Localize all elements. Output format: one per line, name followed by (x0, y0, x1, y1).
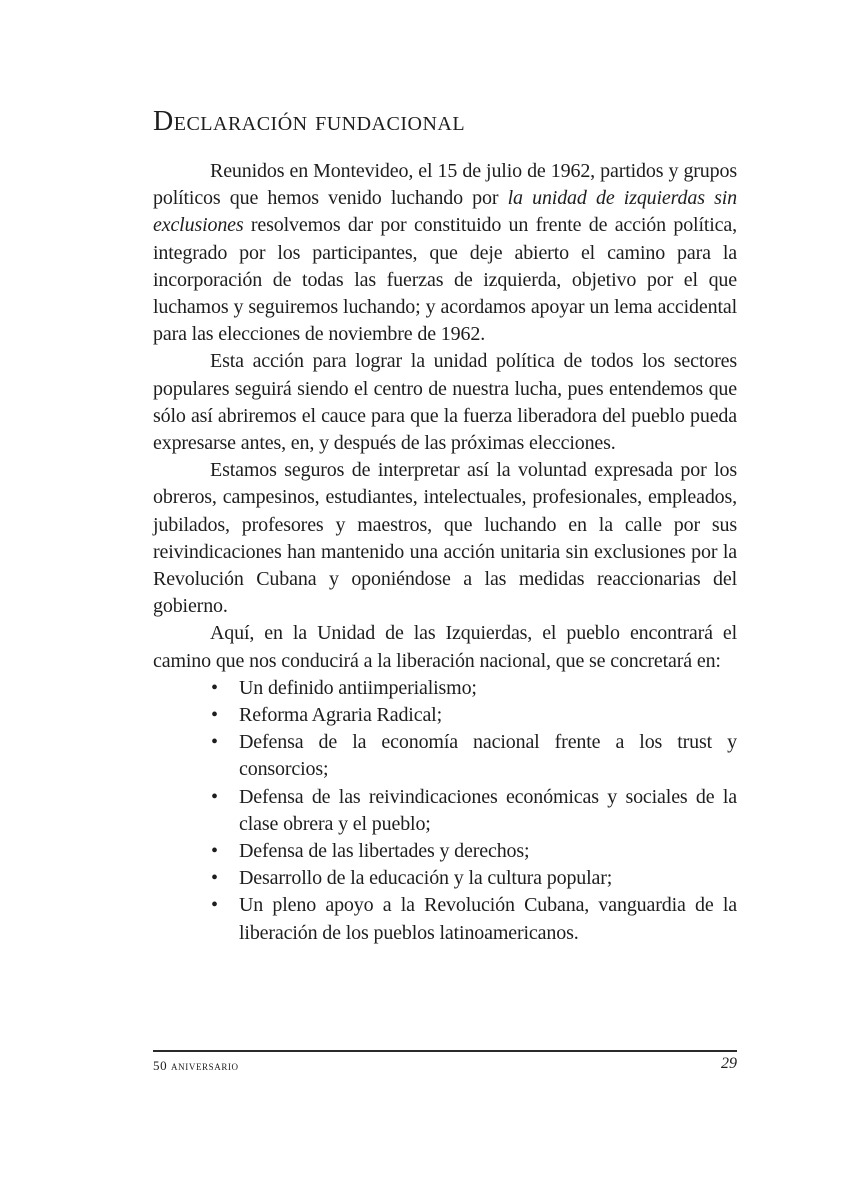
paragraph-3: Estamos seguros de interpretar así la voluntad expresada por los obreros, campesinos, estudiantes, intelectuales, profesionales, empleados, jubilados, profesores y maestros, que luchando en la calle por sus reivindicaciones han mantenido una acción unitaria sin exclusiones por la Revolución Cubana y oponiéndose a las medidas reaccionarias del gobierno. (153, 459, 737, 618)
declaration-body (153, 158, 737, 947)
list-item (211, 729, 737, 783)
list-item-text: Desarrollo de la educación y la cultura popular; (239, 867, 613, 890)
footer-section-title: 50 aniversario (153, 1058, 239, 1073)
bullet-icon: • (211, 894, 218, 917)
paragraph-1-text-cont: resolvemos dar por constituido un frente de acción política, integrado por los participantes, que deje abierto el camino para la incorporación de todas las fuerzas de izquierda, objetivo por el que luchamos y seguiremos luchando; y acordamos apoyar un lema accidental para las elecciones de noviembre de 1962. (153, 214, 737, 346)
paragraph-4: Aquí, en la Unidad de las Izquierdas, el pueblo encontrará el camino que nos conducirá a la liberación nacional, que se concretará en: (153, 622, 737, 672)
bullet-icon: • (211, 840, 218, 863)
bullet-icon: • (211, 676, 218, 699)
paragraph-1-italic-phrase: la unidad de izquierdas sin exclusiones (153, 187, 737, 237)
list-item-text: Reforma Agraria Radical; (239, 704, 442, 727)
paragraph-1 (153, 158, 737, 348)
list-item (211, 865, 737, 892)
program-list (153, 675, 737, 947)
bullet-icon: • (211, 785, 218, 808)
bullet-icon: • (211, 867, 218, 890)
list-item-text: Defensa de las libertades y derechos; (239, 840, 530, 863)
list-item (211, 675, 737, 702)
bullet-icon: • (211, 731, 218, 754)
list-item-text: Defensa de la economía nacional frente a los trust y consorcios; (239, 731, 737, 781)
page-title: Declaración fundacional (153, 106, 466, 137)
list-item (211, 702, 737, 729)
footer-divider (153, 1050, 737, 1052)
list-item-text: Un pleno apoyo a la Revolución Cubana, vanguardia de la liberación de los pueblos latinoamericanos. (239, 894, 737, 944)
list-item (211, 784, 737, 838)
list-item-text: Defensa de las reivindicaciones económicas y sociales de la clase obrera y el pueblo; (239, 785, 737, 835)
paragraph-1-text: Reunidos en Montevideo, el 15 de julio de 1962, partidos y grupos políticos que hemos venido luchando por (153, 160, 737, 210)
list-item (211, 838, 737, 865)
paragraph-2: Esta acción para lograr la unidad política de todos los sectores populares seguirá siendo el centro de nuestra lucha, pues entendemos que sólo así abriremos el cauce para que la fuerza liberadora del pueblo pueda expresarse antes, en, y después de las próximas elecciones. (153, 350, 737, 455)
page-number: 29 (721, 1055, 737, 1072)
list-item-text: Un definido antiimperialismo; (239, 676, 477, 699)
bullet-icon: • (211, 704, 218, 727)
list-item (211, 892, 737, 946)
